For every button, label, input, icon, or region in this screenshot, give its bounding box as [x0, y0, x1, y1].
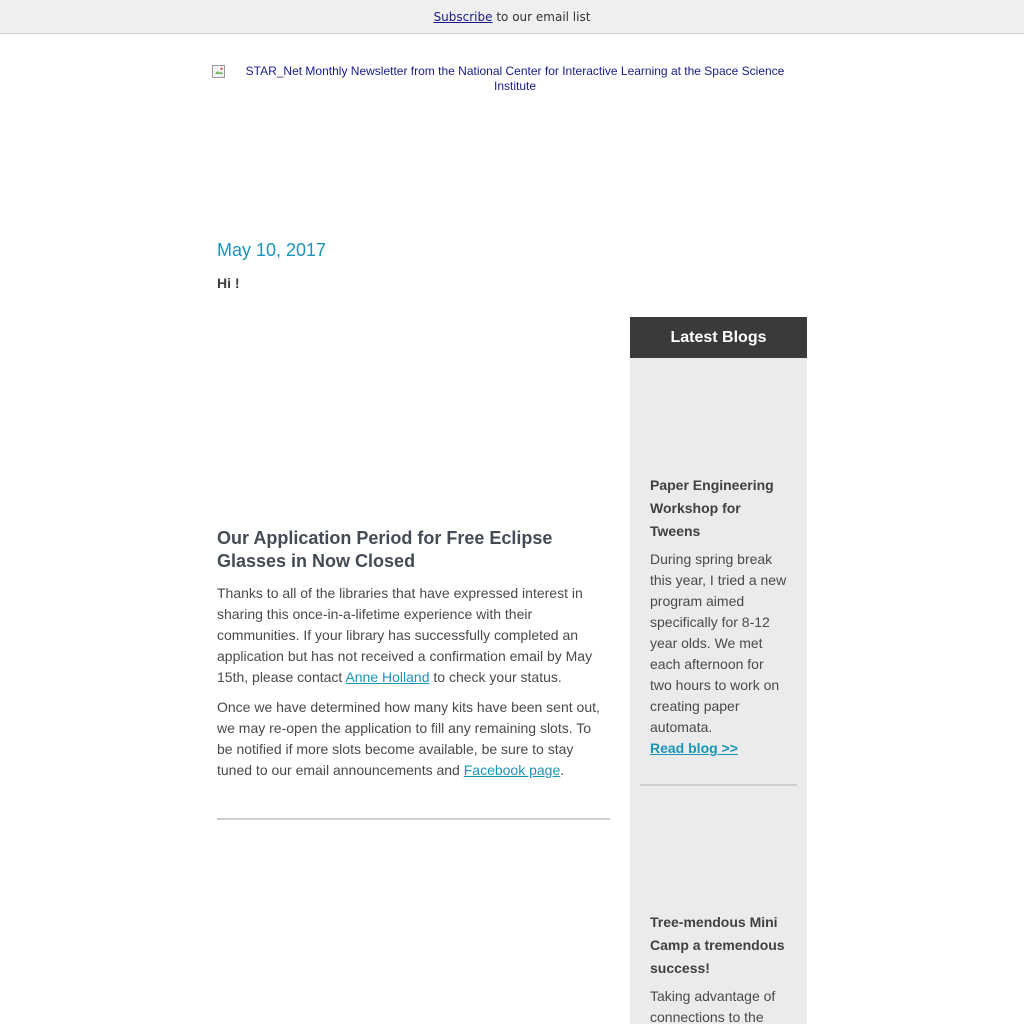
article-text: Once we have determined how many kits have been sent out, we may re-open the application to fill any remaining slots. To be notified if more slots become available, be sure to stay tuned to our email announcements and	[217, 699, 600, 778]
blog-title: Tree-mendous Mini Camp a tremendous success!	[650, 914, 785, 976]
blog-item	[650, 911, 787, 1024]
article-paragraph	[217, 697, 610, 781]
latest-blogs-sidebar	[630, 317, 807, 1024]
facebook-link[interactable]: Facebook page	[463, 762, 561, 778]
newsletter-header-image[interactable]	[212, 64, 808, 104]
article-divider	[217, 818, 610, 820]
subscribe-link[interactable]: Subscribe	[433, 10, 493, 24]
article-paragraph	[217, 583, 610, 688]
header-image-alt-text: STAR_Net Monthly Newsletter from the National Center for Interactive Learning at the Space Science Institute	[245, 64, 785, 93]
sidebar-title: Latest Blogs	[630, 317, 807, 358]
article-text: .	[560, 762, 565, 778]
read-blog-link[interactable]: Read blog >>	[650, 740, 738, 756]
blog-excerpt: Taking advantage of connections to the	[650, 988, 776, 1024]
blog-divider	[640, 784, 797, 786]
contact-link[interactable]: Anne Holland	[345, 669, 430, 685]
subscribe-bar	[0, 0, 1024, 34]
blog-title: Paper Engineering Workshop for Tweens	[650, 477, 774, 539]
article-text: Thanks to all of the libraries that have expressed interest in sharing this once-in-a-lifetime experience with their communities. If your library has successfully completed an application but has not received a confirmation email by May 15th, please contact	[217, 585, 593, 685]
blog-excerpt: During spring break this year, I tried a new program aimed specifically for 8-12 year olds. We met each afternoon for two hours to work on creating paper automata.	[650, 551, 787, 735]
subscribe-bar-text: to our email list	[492, 10, 591, 24]
article-text: to check your status.	[429, 669, 562, 685]
blog-item	[650, 474, 787, 759]
greeting: Hi !	[217, 275, 240, 291]
article-title: Our Application Period for Free Eclipse Glasses in Now Closed	[217, 528, 553, 571]
broken-image-icon	[212, 65, 226, 79]
newsletter-date: May 10, 2017	[217, 240, 327, 260]
main-article	[217, 527, 610, 781]
